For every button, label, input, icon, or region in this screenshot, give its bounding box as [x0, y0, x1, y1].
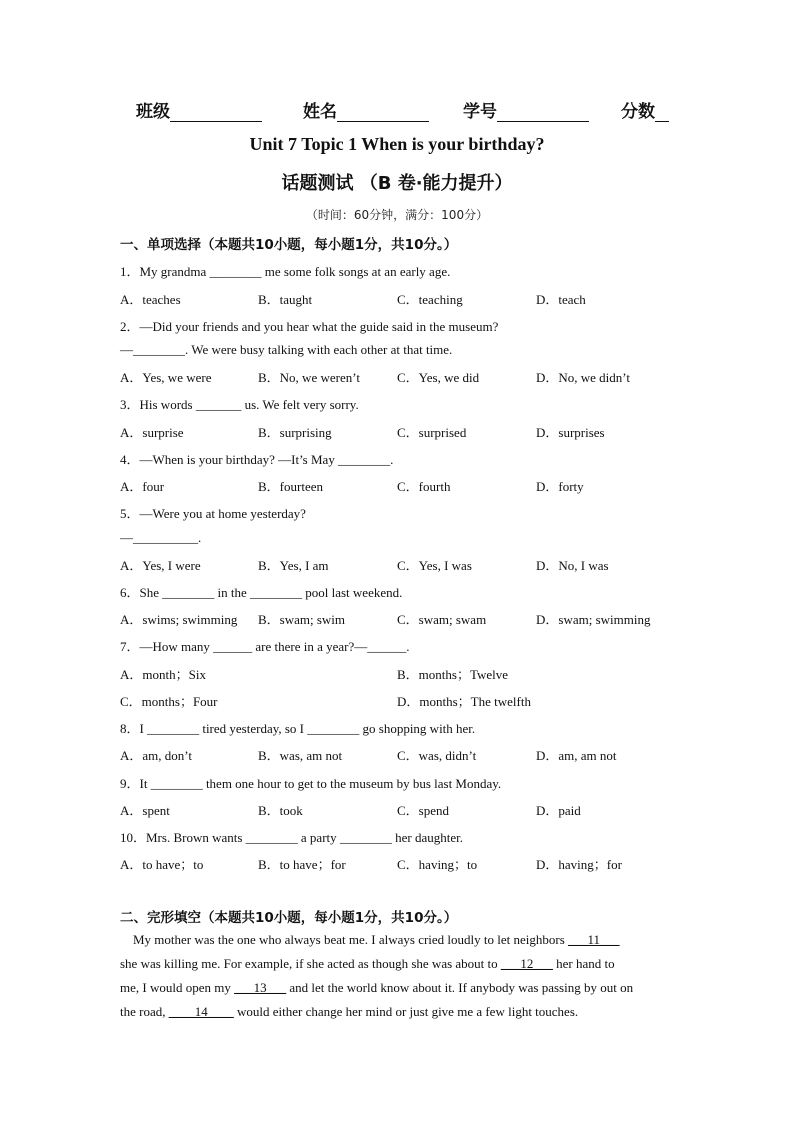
q4-option-a[interactable]: A．four — [120, 479, 165, 494]
student-id-label: 学号 — [463, 102, 497, 122]
q8-option-d[interactable]: D．am, am not — [536, 748, 617, 763]
cloze-paragraph-line1 — [133, 932, 620, 948]
q9-option-d[interactable]: D．paid — [536, 803, 581, 818]
q3-option-b[interactable]: B．surprising — [258, 425, 332, 440]
cloze-text: My mother was the one who always beat me. I always cried loudly to let neighbors — [133, 932, 569, 947]
name-label: 姓名 — [303, 102, 337, 122]
q2-option-d[interactable]: D．No, we didn’t — [536, 370, 631, 385]
q5-option-a[interactable]: A．Yes, I were — [120, 558, 201, 573]
q10-option-c[interactable]: C．having；to — [397, 857, 478, 872]
question-2-stem: 2．—Did your friends and you hear what the guide said in the museum? — [120, 319, 499, 334]
cloze-text: the road, — [120, 1004, 169, 1019]
q10-option-d[interactable]: D．having；for — [536, 857, 622, 872]
q5-option-b[interactable]: B．Yes, I am — [258, 558, 329, 573]
q5-option-c[interactable]: C．Yes, I was — [397, 558, 472, 573]
cloze-paragraph-line4 — [120, 1004, 578, 1020]
cloze-text: me, I would open my — [120, 980, 235, 995]
cloze-text: and let the world know about it. If anybody was passing by out on — [286, 980, 634, 995]
cloze-text: she was killing me. For example, if she acted as though she was about to — [120, 956, 501, 971]
q9-option-b[interactable]: B．took — [258, 803, 303, 818]
q5-option-d[interactable]: D．No, I was — [536, 558, 609, 573]
question-6-stem: 6．She ________ in the ________ pool last weekend. — [120, 585, 403, 600]
q2-option-b[interactable]: B．No, we weren’t — [258, 370, 360, 385]
q1-option-c[interactable]: C．teaching — [397, 292, 463, 307]
q9-option-c[interactable]: C．spend — [397, 803, 450, 818]
q2-option-a[interactable]: A．Yes, we were — [120, 370, 212, 385]
q9-option-a[interactable]: A．spent — [120, 803, 170, 818]
q3-option-a[interactable]: A．surprise — [120, 425, 184, 440]
unit-title: Unit 7 Topic 1 When is your birthday? — [249, 134, 545, 154]
question-1-stem: 1．My grandma ________ me some folk songs at an early age. — [120, 264, 451, 279]
question-10-stem: 10．Mrs. Brown wants ________ a party ________ her daughter. — [120, 830, 464, 845]
q10-option-b[interactable]: B．to have；for — [258, 857, 346, 872]
time-info: （时间：60分钟，满分：100分） — [305, 208, 489, 222]
student-id-blank[interactable] — [497, 102, 589, 122]
q8-option-a[interactable]: A．am, don’t — [120, 748, 192, 763]
q7-option-c[interactable]: C．months；Four — [120, 694, 218, 709]
cloze-gap-13[interactable]: ___13___ — [234, 980, 287, 995]
question-5-stem: 5．—Were you at home yesterday? — [120, 506, 306, 521]
q7-option-a[interactable]: A．month；Six — [120, 667, 206, 682]
score-blank[interactable] — [655, 102, 669, 122]
cloze-paragraph-line3 — [120, 980, 633, 996]
class-field[interactable] — [136, 97, 262, 122]
class-label: 班级 — [136, 102, 170, 122]
question-5-stem-line2: —__________. — [120, 530, 202, 545]
question-2-stem-line2: —________. We were busy talking with each other at that time. — [120, 342, 453, 357]
name-field[interactable] — [303, 97, 429, 122]
cloze-text: would either change her mind or just give me a few light touches. — [233, 1004, 579, 1019]
q6-option-d[interactable]: D．swam; swimming — [536, 612, 651, 627]
q1-option-b[interactable]: B．taught — [258, 292, 313, 307]
question-4-stem: 4．—When is your birthday? —It’s May ________. — [120, 452, 394, 467]
section2-heading: 二、完形填空（本题共10小题，每小题1分，共10分。） — [120, 910, 458, 926]
q6-option-a[interactable]: A．swims; swimming — [120, 612, 238, 627]
name-blank[interactable] — [337, 102, 429, 122]
q6-option-b[interactable]: B．swam; swim — [258, 612, 346, 627]
cloze-gap-11[interactable]: ___11___ — [568, 932, 620, 947]
q3-option-d[interactable]: D．surprises — [536, 425, 605, 440]
section1-heading: 一、单项选择（本题共10小题，每小题1分，共10分。） — [120, 237, 458, 253]
q4-option-c[interactable]: C．fourth — [397, 479, 451, 494]
question-9-stem: 9．It ________ them one hour to get to the museum by bus last Monday. — [120, 776, 502, 791]
q3-option-c[interactable]: C．surprised — [397, 425, 467, 440]
cloze-gap-14[interactable]: ____14____ — [168, 1004, 234, 1019]
question-7-stem: 7．—How many ______ are there in a year?—______. — [120, 639, 410, 654]
q4-option-b[interactable]: B．fourteen — [258, 479, 323, 494]
q10-option-a[interactable]: A．to have；to — [120, 857, 204, 872]
test-subtitle: 话题测试 （B 卷·能力提升） — [281, 173, 513, 194]
question-3-stem: 3．His words _______ us. We felt very sorry. — [120, 397, 359, 412]
q4-option-d[interactable]: D．forty — [536, 479, 584, 494]
q6-option-c[interactable]: C．swam; swam — [397, 612, 487, 627]
student-id-field[interactable] — [463, 97, 589, 122]
cloze-text: her hand to — [552, 956, 615, 971]
q7-option-b[interactable]: B．months；Twelve — [397, 667, 509, 682]
q8-option-c[interactable]: C．was, didn’t — [397, 748, 477, 763]
q2-option-c[interactable]: C．Yes, we did — [397, 370, 480, 385]
q1-option-a[interactable]: A．teaches — [120, 292, 181, 307]
q7-option-d[interactable]: D．months；The twelfth — [397, 694, 531, 709]
score-field[interactable] — [621, 97, 669, 122]
cloze-gap-12[interactable]: ___12___ — [500, 956, 553, 971]
q8-option-b[interactable]: B．was, am not — [258, 748, 343, 763]
q1-option-d[interactable]: D．teach — [536, 292, 586, 307]
student-info-row — [0, 97, 794, 123]
question-8-stem: 8．I ________ tired yesterday, so I ________ go shopping with her. — [120, 721, 476, 736]
cloze-paragraph-line2 — [120, 956, 615, 972]
score-label: 分数 — [621, 102, 655, 122]
class-blank[interactable] — [170, 102, 262, 122]
